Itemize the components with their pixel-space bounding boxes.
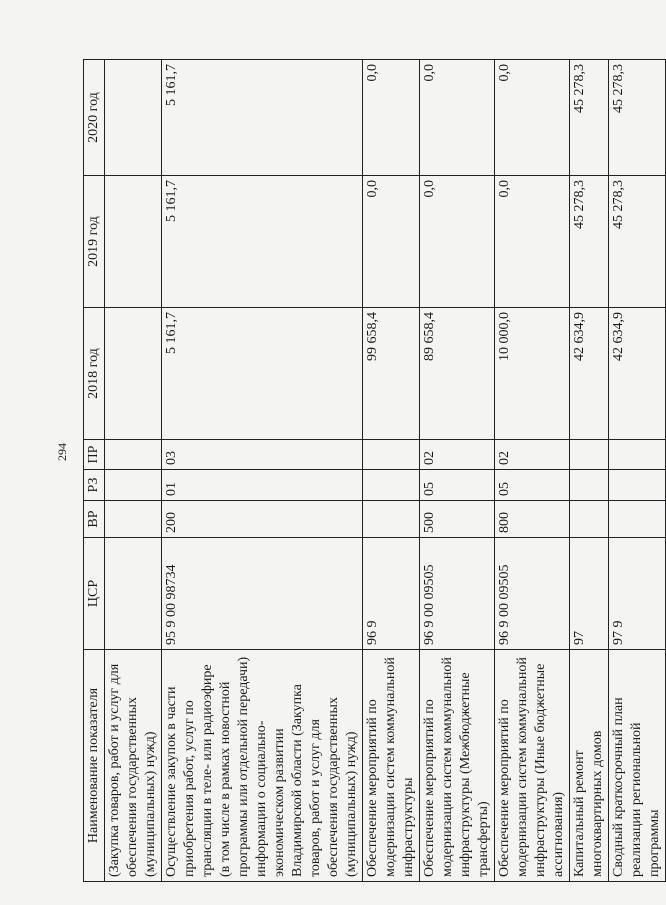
cell-vr: 500 — [420, 501, 495, 538]
cell-csr: 95 9 00 98734 — [162, 538, 363, 650]
cell-2019: 45 278,3 — [609, 176, 666, 308]
cell-2019: 45 278,3 — [570, 176, 609, 308]
cell-vr: 800 — [495, 501, 570, 538]
header-vr: ВР — [84, 501, 105, 538]
cell-pr: 02 — [495, 440, 570, 470]
cell-csr: 97 — [570, 538, 609, 650]
cell-2020: 0,0 — [495, 60, 570, 176]
cell-vr — [570, 501, 609, 538]
header-csr: ЦСР — [84, 538, 105, 650]
cell-2019: 5 161,7 — [162, 176, 363, 308]
header-rz: РЗ — [84, 470, 105, 501]
cell-csr: 96 9 00 09505 — [495, 538, 570, 650]
cell-2018 — [105, 308, 162, 440]
cell-pr — [609, 440, 666, 470]
cell-rz — [105, 470, 162, 501]
page-number: 294 — [55, 443, 69, 461]
cell-rz: 05 — [420, 470, 495, 501]
cell-2020: 45 278,3 — [570, 60, 609, 176]
table-row — [105, 60, 162, 882]
rotated-table-container — [83, 60, 662, 882]
cell-pr — [363, 440, 420, 470]
table-header-row — [84, 60, 105, 882]
cell-pr: 03 — [162, 440, 363, 470]
cell-csr: 96 9 00 09505 — [420, 538, 495, 650]
cell-2018: 10 000,0 — [495, 308, 570, 440]
cell-2018: 99 658,4 — [363, 308, 420, 440]
cell-2020: 0,0 — [363, 60, 420, 176]
cell-rz: 05 — [495, 470, 570, 501]
cell-vr — [363, 501, 420, 538]
cell-2020: 0,0 — [420, 60, 495, 176]
cell-vr — [105, 501, 162, 538]
cell-csr — [105, 538, 162, 650]
cell-rz: 01 — [162, 470, 363, 501]
cell-2019 — [105, 176, 162, 308]
cell-csr: 96 9 — [363, 538, 420, 650]
header-pr: ПР — [84, 440, 105, 470]
cell-name: Обеспечение мероприятий по модернизации систем коммунальной инфраструктуры (Иные бюджетные ассигнования) — [495, 650, 570, 882]
cell-2018: 89 658,4 — [420, 308, 495, 440]
cell-2020: 5 161,7 — [162, 60, 363, 176]
cell-2019: 0,0 — [420, 176, 495, 308]
cell-pr: 02 — [420, 440, 495, 470]
cell-vr: 200 — [162, 501, 363, 538]
cell-name: Обеспечение мероприятий по модернизации систем коммунальной инфраструктуры — [363, 650, 420, 882]
cell-name: Сводный краткосрочный план реализации региональной программы — [609, 650, 666, 882]
table-row — [420, 60, 495, 882]
cell-rz — [609, 470, 666, 501]
cell-rz — [570, 470, 609, 501]
cell-2019: 0,0 — [495, 176, 570, 308]
cell-2019: 0,0 — [363, 176, 420, 308]
table-row — [609, 60, 666, 882]
cell-name: Осуществление закупок в части приобретения работ, услуг по трансляции в теле- или радиоэфире (в том числе в рамках новостной программы или отдельной передачи) информации о социально-экономическом развитии Владимирской области (Закупка товаров, работ и услуг для обеспечения государственных (муниципальных) нужд) — [162, 650, 363, 882]
cell-2020: 45 278,3 — [609, 60, 666, 176]
cell-name: Обеспечение мероприятий по модернизации систем коммунальной инфраструктуры (Межбюджетные трансферты) — [420, 650, 495, 882]
cell-2018: 42 634,9 — [570, 308, 609, 440]
table-row — [363, 60, 420, 882]
cell-pr — [105, 440, 162, 470]
cell-vr — [609, 501, 666, 538]
header-name: Наименование показателя — [84, 650, 105, 882]
header-2020: 2020 год — [84, 60, 105, 176]
cell-name: Капитальный ремонт многоквартирных домов — [570, 650, 609, 882]
cell-2018: 42 634,9 — [609, 308, 666, 440]
cell-pr — [570, 440, 609, 470]
table-row — [570, 60, 609, 882]
header-2019: 2019 год — [84, 176, 105, 308]
table-row — [162, 60, 363, 882]
cell-name: (Закупка товаров, работ и услуг для обеспечения государственных (муниципальных) нужд) — [105, 650, 162, 882]
cell-2020 — [105, 60, 162, 176]
header-2018: 2018 год — [84, 308, 105, 440]
cell-rz — [363, 470, 420, 501]
cell-2018: 5 161,7 — [162, 308, 363, 440]
table-row — [495, 60, 570, 882]
cell-csr: 97 9 — [609, 538, 666, 650]
budget-table — [83, 59, 666, 882]
